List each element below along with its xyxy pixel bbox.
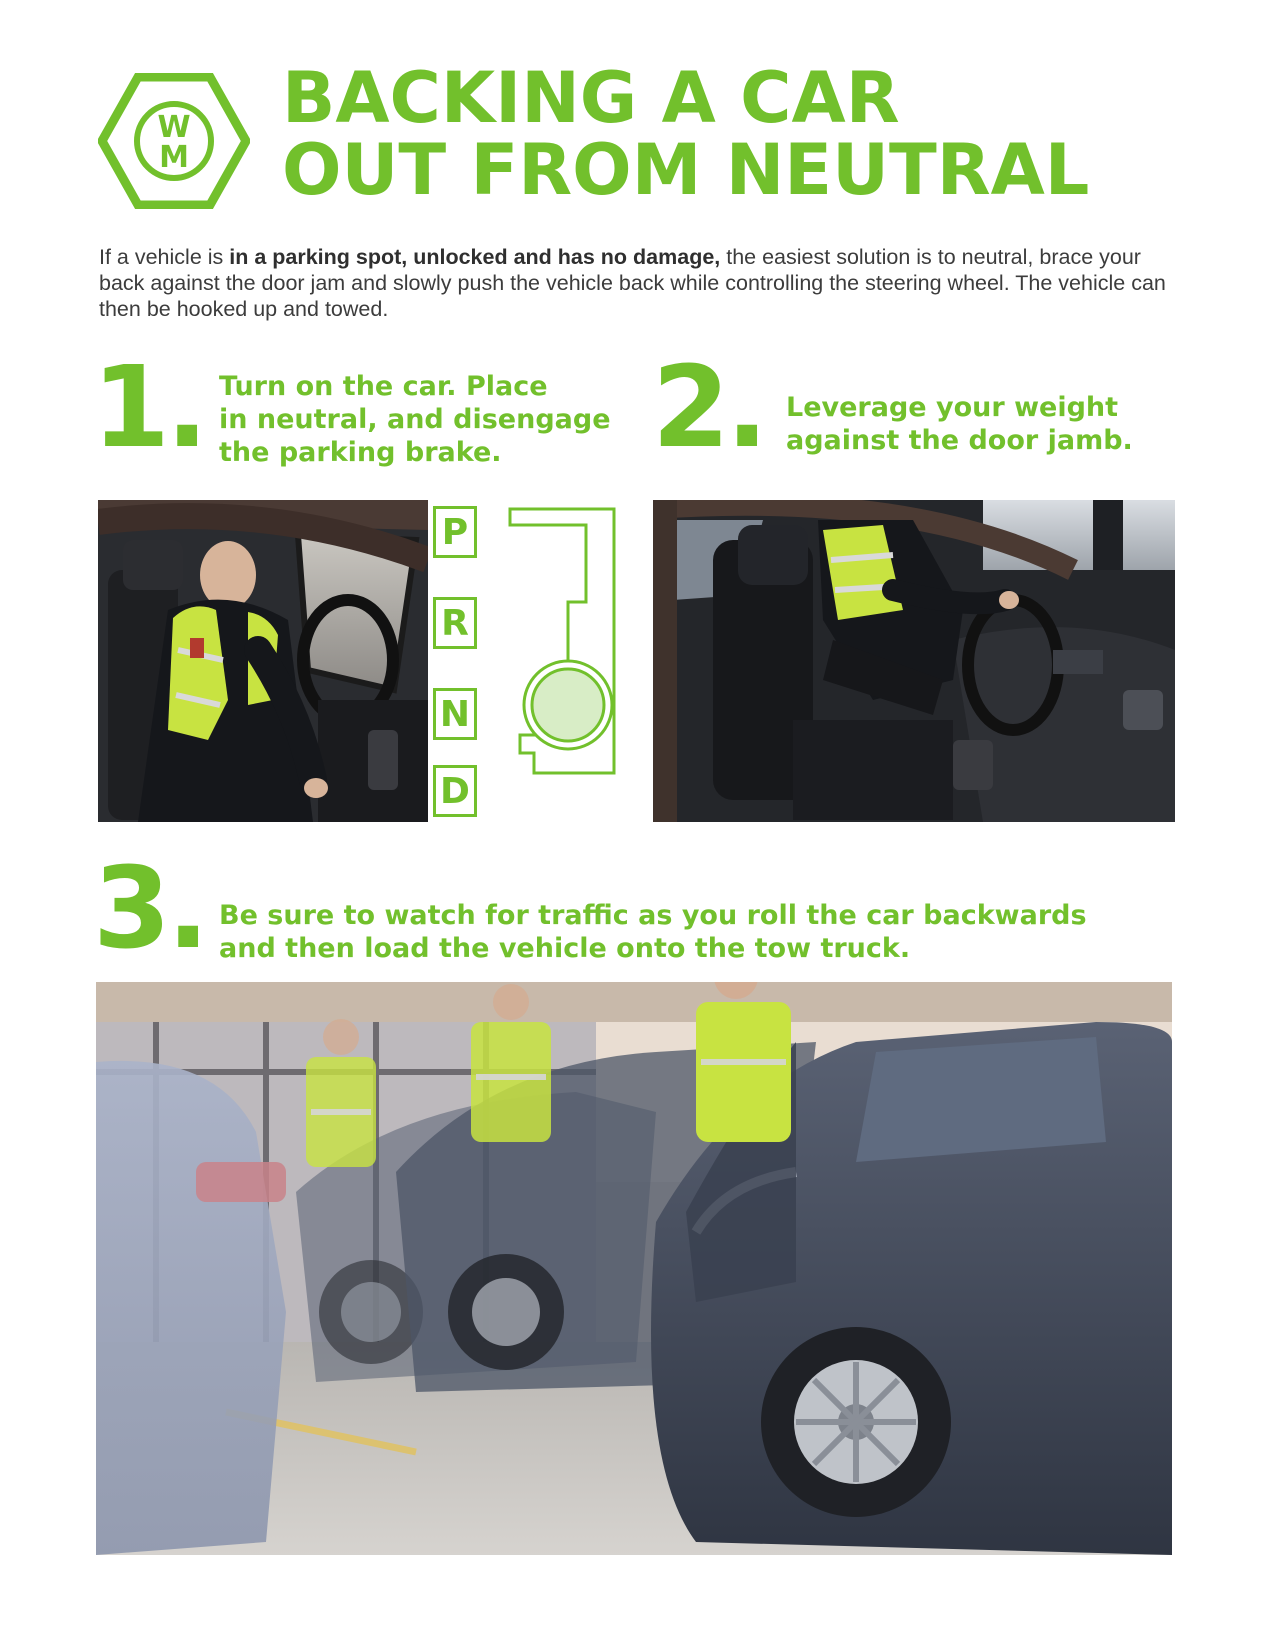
intro-paragraph — [99, 244, 1189, 322]
step-2-line-1: Leverage your weight — [786, 392, 1119, 423]
step-2-line-2: against the door jamb. — [786, 425, 1133, 456]
wm-logo — [98, 73, 250, 209]
intro-text-bold: in a parking spot, unlocked and has no damage, — [229, 245, 721, 269]
intro-text-start: If a vehicle is — [99, 245, 230, 269]
step-3-text — [219, 899, 1219, 965]
title-line-1: BACKING A CAR — [282, 57, 900, 139]
photo-officer-in-driver-seat — [98, 500, 428, 822]
step-3-line-1: Be sure to watch for traffic as you roll the car backwards — [219, 900, 1087, 931]
photo-officer-leaning-door-jamb — [653, 500, 1175, 822]
svg-text:M: M — [159, 140, 189, 175]
step-2-text — [786, 391, 1246, 457]
step-1-text — [219, 370, 639, 469]
gear-shifter-diagram — [428, 495, 628, 820]
gear-r-box: R — [433, 597, 477, 649]
step-3-number: 3. — [93, 844, 206, 974]
gear-n-box: N — [433, 688, 477, 740]
step-3-line-2: and then load the vehicle onto the tow truck. — [219, 933, 911, 964]
step-1-number: 1. — [92, 343, 205, 473]
step-1-line-3: the parking brake. — [219, 437, 502, 468]
step-1-line-1: Turn on the car. Place — [219, 371, 548, 402]
gear-p-box: P — [433, 506, 477, 558]
svg-text:W: W — [157, 110, 191, 145]
page-title — [282, 57, 1262, 211]
gear-d-box: D — [433, 765, 477, 817]
intro-text-end: the easiest solution is to neutral, brace your back against the door jam and slowly push the vehicle back while controlling the steering wheel. The vehicle can then be hooked up and towed. — [99, 245, 1166, 321]
step-1-line-2: in neutral, and disengage — [219, 404, 611, 435]
title-line-2: OUT FROM NEUTRAL — [282, 129, 1090, 211]
photo-rolling-car-backwards — [96, 982, 1172, 1555]
step-2-number: 2. — [652, 343, 765, 473]
